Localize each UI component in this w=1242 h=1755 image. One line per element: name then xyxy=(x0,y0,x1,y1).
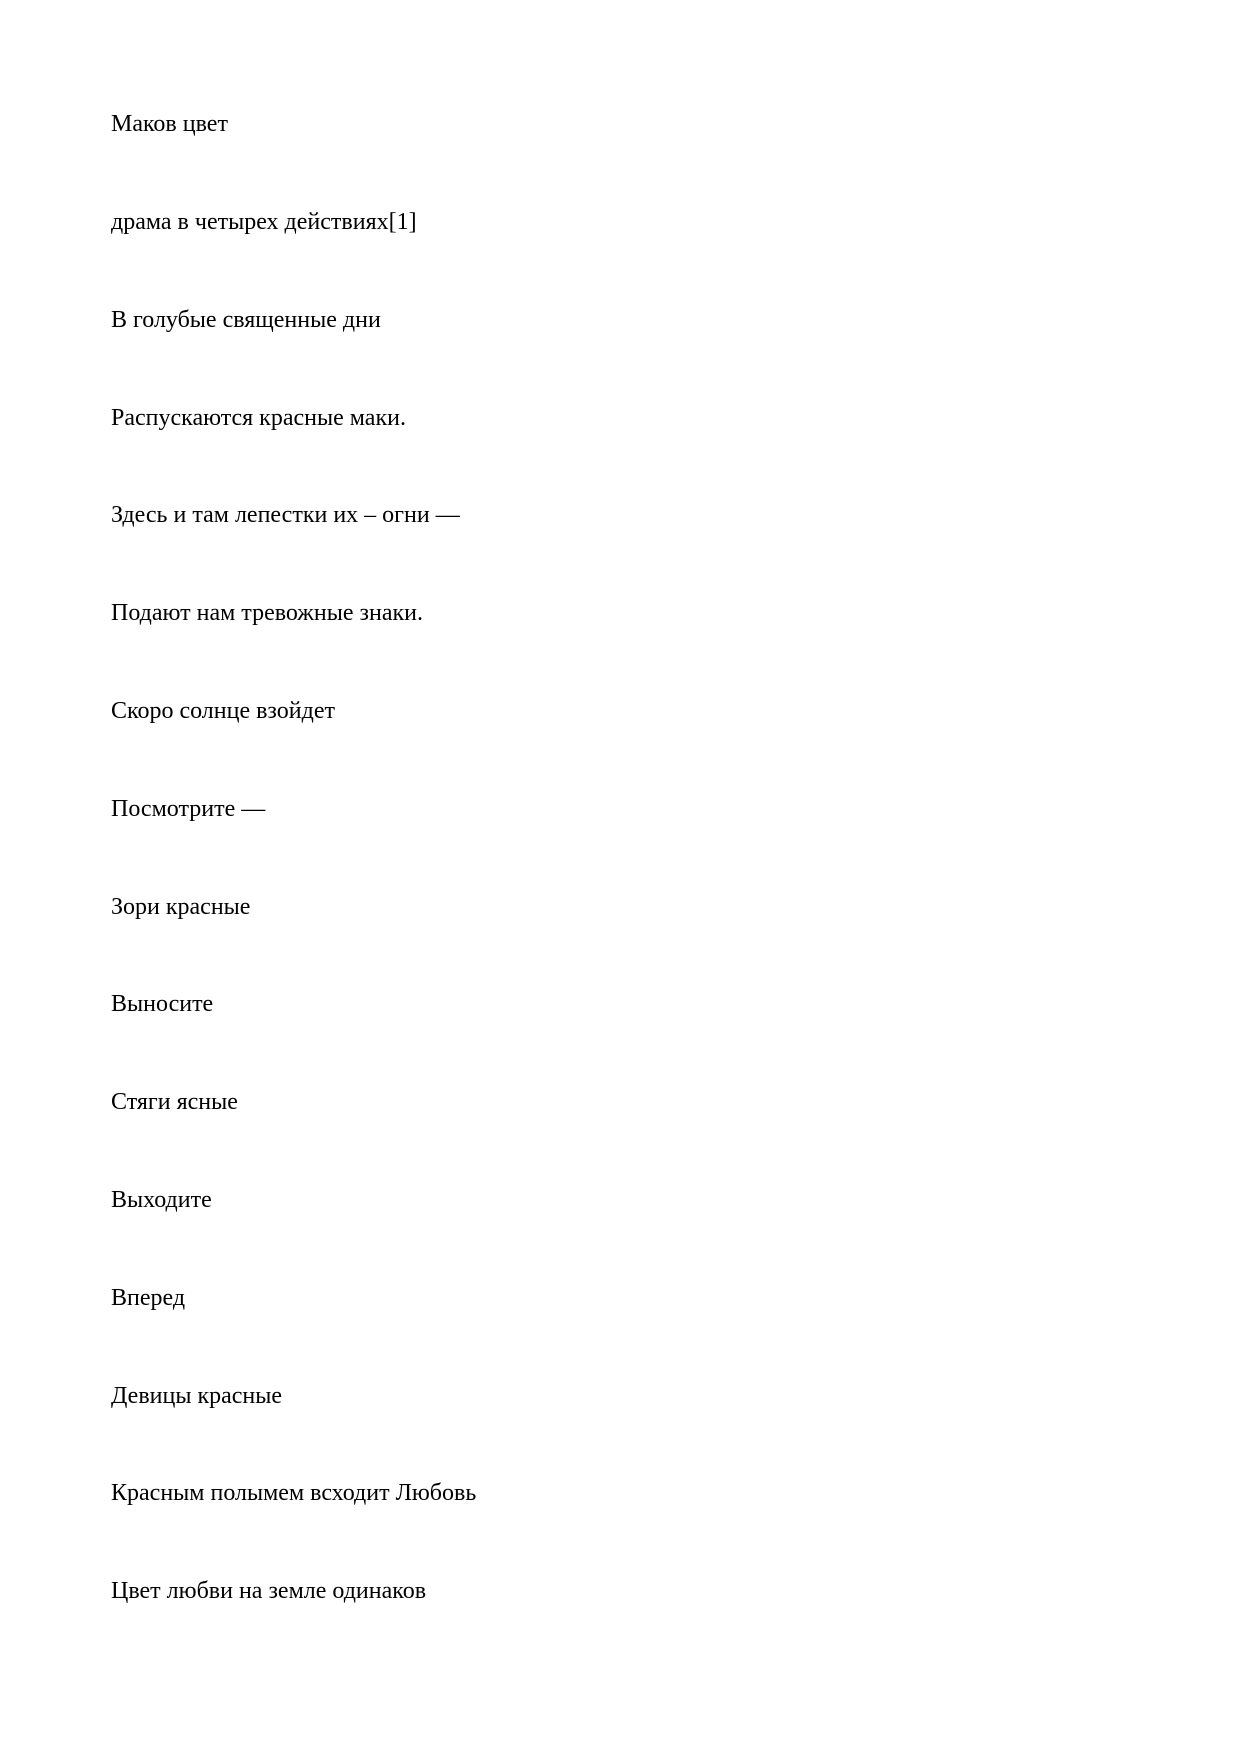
text-line: Выходите xyxy=(111,1187,212,1213)
text-line: Выносите xyxy=(111,991,214,1017)
text-line: Распускаются красные маки. xyxy=(111,405,406,431)
text-line: Посмотрите — xyxy=(111,796,266,822)
text-line: Здесь и там лепестки их – огни — xyxy=(111,502,460,528)
text-line: Красным полымем всходит Любовь xyxy=(111,1480,477,1506)
text-line: Вперед xyxy=(111,1285,186,1311)
text-line: Зори красные xyxy=(111,894,251,920)
text-line: Подают нам тревожные знаки. xyxy=(111,600,423,626)
text-line: Девицы красные xyxy=(111,1383,283,1409)
text-line: Стяги ясные xyxy=(111,1089,238,1115)
document-subtitle: драма в четырех действиях[1] xyxy=(111,209,417,235)
text-line: Скоро солнце взойдет xyxy=(111,698,335,724)
document-title: Маков цвет xyxy=(111,111,228,137)
text-line: В голубые священные дни xyxy=(111,307,381,333)
text-line: Цвет любви на земле одинаков xyxy=(111,1578,427,1604)
